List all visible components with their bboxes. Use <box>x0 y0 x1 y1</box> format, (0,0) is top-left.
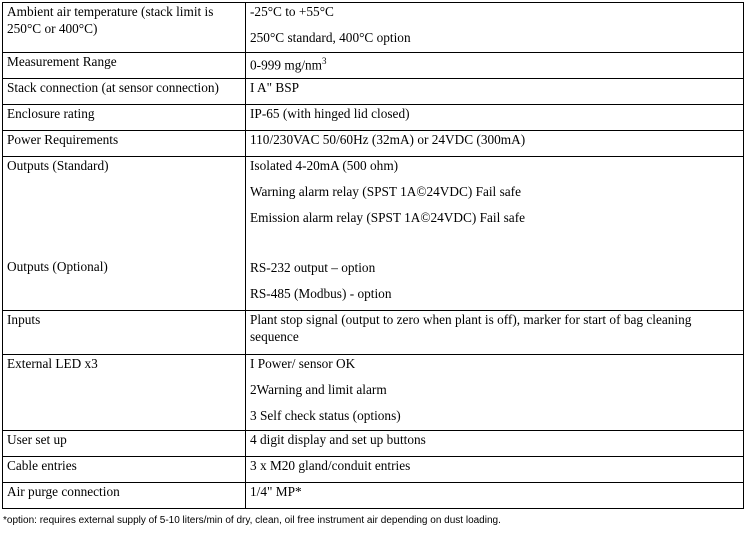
table-row <box>3 355 744 431</box>
value-enclosure-rating: IP-65 (with hinged lid closed) <box>250 106 410 121</box>
table-row <box>3 3 744 53</box>
table-row <box>3 53 744 79</box>
label-inputs: Inputs <box>7 312 41 327</box>
table-row <box>3 157 744 311</box>
value-power-requirements: 110/230VAC 50/60Hz (32mA) or 24VDC (300mA) <box>250 132 526 147</box>
value-output-analog: Isolated 4-20mA (500 ohm) <box>250 158 399 173</box>
label-stack-connection: Stack connection (at sensor connection) <box>7 80 219 95</box>
label-ambient-temperature: Ambient air temperature (stack limit is 250°C or 400°C) <box>7 4 214 36</box>
value-measurement-range: 0-999 mg/nm <box>250 57 323 73</box>
label-measurement-range: Measurement Range <box>7 54 117 69</box>
label-power-requirements: Power Requirements <box>7 132 119 147</box>
row-label <box>3 79 246 105</box>
label-cable-entries: Cable entries <box>7 458 77 473</box>
row-label <box>3 3 246 53</box>
row-value <box>246 131 744 157</box>
row-value <box>246 457 744 483</box>
superscript-cubed: 3 <box>322 56 327 66</box>
row-label <box>3 53 246 79</box>
value-output-emission-relay: Emission alarm relay (SPST 1A©24VDC) Fail safe <box>250 210 526 225</box>
row-value <box>246 355 744 431</box>
value-cable-entries: 3 x M20 gland/conduit entries <box>250 458 411 473</box>
row-value <box>246 311 744 355</box>
table-row <box>3 311 744 355</box>
label-enclosure-rating: Enclosure rating <box>7 106 95 121</box>
table-row <box>3 131 744 157</box>
row-value <box>246 3 744 53</box>
row-label <box>3 157 246 311</box>
row-label <box>3 311 246 355</box>
row-label <box>3 431 246 457</box>
value-inputs: Plant stop signal (output to zero when plant is off), marker for start of bag cleaning sequence <box>250 312 692 344</box>
label-air-purge: Air purge connection <box>7 484 120 499</box>
table-row <box>3 483 744 509</box>
table-row <box>3 105 744 131</box>
value-user-set-up: 4 digit display and set up buttons <box>250 432 426 447</box>
value-led-power: I Power/ sensor OK <box>250 356 356 371</box>
row-value <box>246 53 744 79</box>
value-stack-limit: 250°C standard, 400°C option <box>250 30 411 45</box>
value-led-warning: 2Warning and limit alarm <box>250 382 387 397</box>
table-row <box>3 431 744 457</box>
row-label <box>3 457 246 483</box>
label-outputs-optional: Outputs (Optional) <box>7 259 108 274</box>
row-label <box>3 355 246 431</box>
row-value <box>246 79 744 105</box>
row-value <box>246 105 744 131</box>
label-outputs-standard: Outputs (Standard) <box>7 158 109 173</box>
row-label <box>3 483 246 509</box>
label-external-led: External LED x3 <box>7 356 98 371</box>
value-ambient-range: -25°C to +55°C <box>250 4 334 19</box>
table-row <box>3 79 744 105</box>
value-output-rs232: RS-232 output – option <box>250 260 376 275</box>
value-led-self-check: 3 Self check status (options) <box>250 408 401 423</box>
row-value <box>246 483 744 509</box>
row-value <box>246 157 744 311</box>
specifications-table <box>2 2 744 509</box>
value-air-purge: 1/4" MP* <box>250 484 302 499</box>
row-label <box>3 131 246 157</box>
label-user-set-up: User set up <box>7 432 67 447</box>
footnote: *option: requires external supply of 5-10 liters/min of dry, clean, oil free instrument air depending on dust loading. <box>3 515 501 526</box>
table-row <box>3 457 744 483</box>
value-output-warning-relay: Warning alarm relay (SPST 1A©24VDC) Fail safe <box>250 184 521 199</box>
value-stack-connection: I A" BSP <box>250 80 300 95</box>
value-output-rs485: RS-485 (Modbus) - option <box>250 286 392 301</box>
row-label <box>3 105 246 131</box>
row-value <box>246 431 744 457</box>
